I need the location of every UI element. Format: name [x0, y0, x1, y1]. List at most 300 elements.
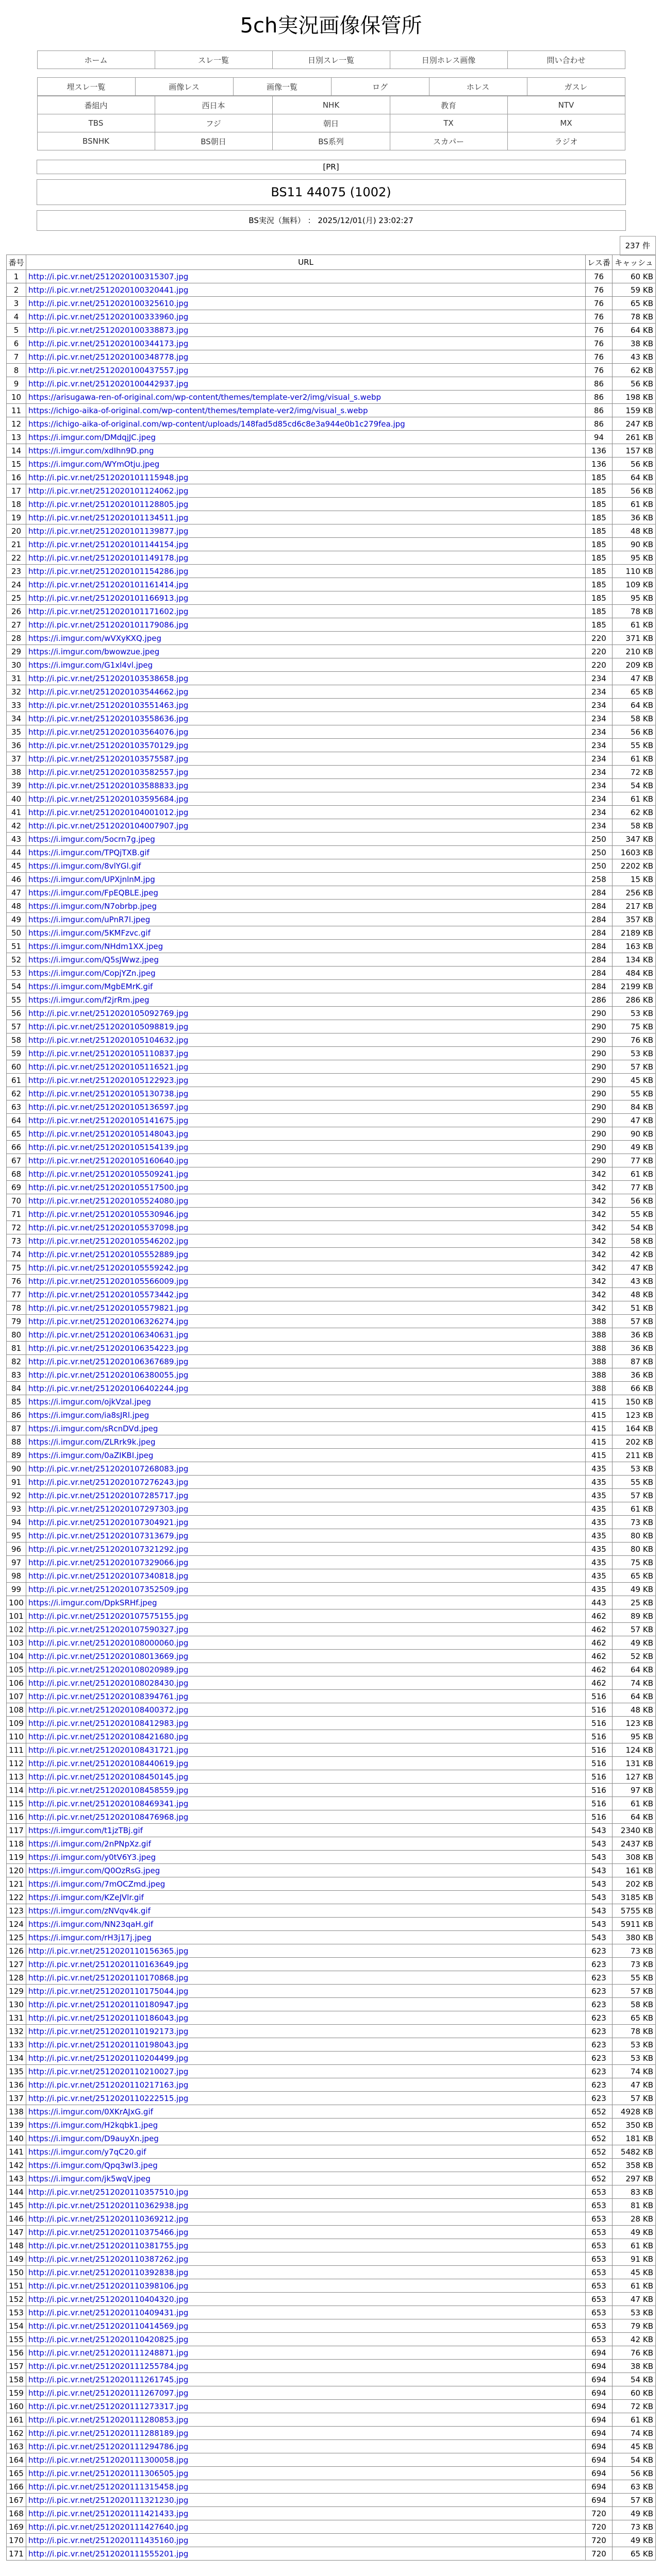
image-link[interactable]: http://i.pic.vr.net/2512020105141675.jpg	[28, 1115, 189, 1125]
row-cache-size[interactable]: 358 KB	[613, 2159, 656, 2172]
image-link[interactable]: http://i.pic.vr.net/2512020101161414.jpg	[28, 580, 189, 589]
row-res-number[interactable]: 234	[586, 699, 613, 712]
row-cache-size[interactable]: 61 KB	[613, 752, 656, 766]
row-url[interactable]	[26, 391, 586, 404]
row-res-number[interactable]: 94	[586, 431, 613, 444]
row-cache-size[interactable]: 110 KB	[613, 565, 656, 578]
image-link[interactable]: http://i.pic.vr.net/2512020111421433.jpg	[28, 2509, 189, 2518]
row-cache-size[interactable]: 45 KB	[613, 2266, 656, 2279]
image-link[interactable]: http://i.pic.vr.net/2512020105136597.jpg	[28, 1102, 189, 1112]
row-url[interactable]	[26, 900, 586, 913]
row-url[interactable]	[26, 2226, 586, 2239]
row-res-number[interactable]: 76	[586, 297, 613, 310]
image-link[interactable]: http://i.pic.vr.net/2512020108394761.jpg	[28, 1691, 189, 1701]
row-url[interactable]	[26, 1100, 586, 1114]
image-link[interactable]: https://i.imgur.com/wVXyKXQ.jpeg	[28, 633, 161, 643]
row-url[interactable]	[26, 632, 586, 645]
row-url[interactable]	[26, 1676, 586, 1690]
row-url[interactable]	[26, 1904, 586, 1918]
row-url[interactable]	[26, 2480, 586, 2494]
row-res-number[interactable]: 415	[586, 1449, 613, 1462]
row-url[interactable]	[26, 1167, 586, 1181]
image-link[interactable]: http://i.pic.vr.net/2512020100344173.jpg	[28, 338, 189, 348]
image-link[interactable]: http://i.pic.vr.net/2512020107340818.jpg	[28, 1571, 189, 1581]
row-url[interactable]	[26, 779, 586, 792]
image-link[interactable]: https://i.imgur.com/CopjYZn.jpeg	[28, 968, 156, 978]
row-res-number[interactable]: 290	[586, 1114, 613, 1127]
row-cache-size[interactable]: 2202 KB	[613, 859, 656, 873]
row-res-number[interactable]: 543	[586, 1837, 613, 1851]
row-cache-size[interactable]: 56 KB	[613, 725, 656, 739]
row-url[interactable]	[26, 498, 586, 511]
image-link[interactable]: http://i.pic.vr.net/2512020105110837.jpg	[28, 1048, 189, 1058]
row-url[interactable]	[26, 953, 586, 967]
row-url[interactable]	[26, 1717, 586, 1730]
channel-item[interactable]	[390, 132, 507, 150]
row-res-number[interactable]: 435	[586, 1462, 613, 1476]
row-res-number[interactable]: 284	[586, 900, 613, 913]
row-res-number[interactable]: 623	[586, 1958, 613, 1971]
row-url[interactable]	[26, 2427, 586, 2440]
row-url[interactable]	[26, 578, 586, 591]
row-res-number[interactable]: 185	[586, 565, 613, 578]
nav-thread-list-link[interactable]: スレ一覧	[197, 55, 229, 65]
row-cache-size[interactable]: 55 KB	[613, 1208, 656, 1221]
row-res-number[interactable]: 284	[586, 940, 613, 953]
channel-item[interactable]	[37, 96, 155, 114]
row-res-number[interactable]: 415	[586, 1395, 613, 1409]
row-url[interactable]	[26, 1476, 586, 1489]
row-url[interactable]	[26, 658, 586, 672]
nav-daily-threads[interactable]	[272, 51, 390, 69]
row-res-number[interactable]: 185	[586, 591, 613, 605]
row-res-number[interactable]: 388	[586, 1315, 613, 1328]
row-cache-size[interactable]: 61 KB	[613, 792, 656, 806]
image-link[interactable]: https://i.imgur.com/NN23qaH.gif	[28, 1919, 154, 1929]
image-link[interactable]: http://i.pic.vr.net/2512020110404320.jpg	[28, 2294, 189, 2304]
row-res-number[interactable]: 516	[586, 1810, 613, 1824]
row-cache-size[interactable]: 79 KB	[613, 2319, 656, 2333]
row-res-number[interactable]: 516	[586, 1730, 613, 1743]
image-link[interactable]: http://i.pic.vr.net/2512020111555201.jpg	[28, 2549, 189, 2558]
row-cache-size[interactable]: 84 KB	[613, 1100, 656, 1114]
row-cache-size[interactable]: 60 KB	[613, 270, 656, 283]
row-res-number[interactable]: 415	[586, 1409, 613, 1422]
row-cache-size[interactable]: 45 KB	[613, 1074, 656, 1087]
row-res-number[interactable]: 415	[586, 1435, 613, 1449]
row-url[interactable]	[26, 2038, 586, 2052]
row-cache-size[interactable]: 36 KB	[613, 1342, 656, 1355]
row-url[interactable]	[26, 1636, 586, 1650]
row-cache-size[interactable]: 350 KB	[613, 2119, 656, 2132]
row-res-number[interactable]: 284	[586, 953, 613, 967]
nav-thread-list[interactable]	[155, 51, 272, 69]
row-url[interactable]	[26, 484, 586, 498]
row-cache-size[interactable]: 261 KB	[613, 431, 656, 444]
row-res-number[interactable]: 652	[586, 2119, 613, 2132]
row-cache-size[interactable]: 55 KB	[613, 1971, 656, 1985]
channel-link[interactable]: BS朝日	[201, 137, 226, 146]
row-cache-size[interactable]: 53 KB	[613, 2038, 656, 2052]
row-cache-size[interactable]: 65 KB	[613, 685, 656, 699]
row-url[interactable]	[26, 1020, 586, 1033]
nav-image-res-link[interactable]: 画像レス	[169, 82, 200, 92]
image-link[interactable]: http://i.pic.vr.net/2512020107276243.jpg	[28, 1477, 189, 1487]
row-res-number[interactable]: 516	[586, 1770, 613, 1784]
row-url[interactable]	[26, 685, 586, 699]
row-res-number[interactable]: 543	[586, 1891, 613, 1904]
row-cache-size[interactable]: 65 KB	[613, 297, 656, 310]
row-cache-size[interactable]: 58 KB	[613, 712, 656, 725]
row-url[interactable]	[26, 833, 586, 846]
row-cache-size[interactable]: 61 KB	[613, 2239, 656, 2252]
row-cache-size[interactable]: 134 KB	[613, 953, 656, 967]
image-link[interactable]: http://i.pic.vr.net/2512020110381755.jpg	[28, 2241, 189, 2250]
row-res-number[interactable]: 435	[586, 1489, 613, 1502]
row-res-number[interactable]: 388	[586, 1382, 613, 1395]
row-url[interactable]	[26, 752, 586, 766]
row-cache-size[interactable]: 5755 KB	[613, 1904, 656, 1918]
row-cache-size[interactable]: 81 KB	[613, 2199, 656, 2212]
row-cache-size[interactable]: 72 KB	[613, 2400, 656, 2413]
row-url[interactable]	[26, 417, 586, 431]
row-res-number[interactable]: 653	[586, 2252, 613, 2266]
row-res-number[interactable]: 653	[586, 2212, 613, 2226]
image-link[interactable]: http://i.pic.vr.net/2512020100325610.jpg	[28, 298, 189, 308]
row-res-number[interactable]: 284	[586, 886, 613, 900]
row-url[interactable]	[26, 2199, 586, 2212]
row-cache-size[interactable]: 43 KB	[613, 350, 656, 364]
row-cache-size[interactable]: 51 KB	[613, 1301, 656, 1315]
image-link[interactable]: http://i.pic.vr.net/2512020105559242.jpg	[28, 1263, 189, 1273]
image-link[interactable]: http://i.pic.vr.net/2512020108400372.jpg	[28, 1705, 189, 1715]
row-res-number[interactable]: 543	[586, 1931, 613, 1944]
row-url[interactable]	[26, 1918, 586, 1931]
channel-item[interactable]	[507, 132, 625, 150]
image-link[interactable]: https://arisugawa-ren-of-original.com/wp-content/themes/template-ver2/img/visual_s.webp	[28, 392, 382, 402]
row-res-number[interactable]: 652	[586, 2105, 613, 2119]
row-url[interactable]	[26, 1998, 586, 2011]
row-url[interactable]	[26, 350, 586, 364]
row-url[interactable]	[26, 1422, 586, 1435]
row-url[interactable]	[26, 2520, 586, 2534]
row-res-number[interactable]: 290	[586, 1060, 613, 1074]
row-url[interactable]	[26, 1435, 586, 1449]
row-url[interactable]	[26, 1971, 586, 1985]
nav-buried-threads-link[interactable]: 埋スレ一覧	[67, 82, 106, 92]
channel-link[interactable]: スカパー	[433, 137, 464, 146]
row-url[interactable]	[26, 2547, 586, 2561]
row-cache-size[interactable]: 49 KB	[613, 1141, 656, 1154]
row-cache-size[interactable]: 150 KB	[613, 1395, 656, 1409]
image-link[interactable]: http://i.pic.vr.net/2512020108013669.jpg	[28, 1651, 189, 1661]
image-link[interactable]: http://i.pic.vr.net/2512020110210027.jpg	[28, 2066, 189, 2076]
row-cache-size[interactable]: 66 KB	[613, 1382, 656, 1395]
row-cache-size[interactable]: 217 KB	[613, 900, 656, 913]
channel-link[interactable]: フジ	[206, 118, 221, 128]
row-url[interactable]	[26, 1462, 586, 1476]
channel-link[interactable]: NTV	[558, 100, 574, 110]
row-url[interactable]	[26, 471, 586, 484]
image-link[interactable]: https://i.imgur.com/zNVqv4k.gif	[28, 1906, 151, 1916]
row-cache-size[interactable]: 64 KB	[613, 1663, 656, 1676]
image-link[interactable]: http://i.pic.vr.net/2512020111427640.jpg	[28, 2522, 189, 2532]
row-cache-size[interactable]: 54 KB	[613, 1221, 656, 1234]
row-res-number[interactable]: 653	[586, 2199, 613, 2212]
image-link[interactable]: http://i.pic.vr.net/2512020100338873.jpg	[28, 325, 189, 335]
row-cache-size[interactable]: 49 KB	[613, 2507, 656, 2520]
image-link[interactable]: http://i.pic.vr.net/2512020107268083.jpg	[28, 1464, 189, 1473]
row-cache-size[interactable]: 164 KB	[613, 1422, 656, 1435]
row-res-number[interactable]: 694	[586, 2400, 613, 2413]
image-link[interactable]: http://i.pic.vr.net/2512020105116521.jpg	[28, 1062, 189, 1072]
row-res-number[interactable]: 435	[586, 1502, 613, 1516]
row-res-number[interactable]: 516	[586, 1757, 613, 1770]
row-res-number[interactable]: 694	[586, 2467, 613, 2480]
row-res-number[interactable]: 220	[586, 658, 613, 672]
image-link[interactable]: http://i.pic.vr.net/2512020100333960.jpg	[28, 312, 189, 321]
channel-link[interactable]: TBS	[88, 118, 104, 128]
row-cache-size[interactable]: 47 KB	[613, 1114, 656, 1127]
image-link[interactable]: http://i.pic.vr.net/2512020110217163.jpg	[28, 2080, 189, 2090]
row-cache-size[interactable]: 53 KB	[613, 1007, 656, 1020]
row-cache-size[interactable]: 65 KB	[613, 2547, 656, 2561]
row-res-number[interactable]: 76	[586, 283, 613, 297]
image-link[interactable]: http://i.pic.vr.net/2512020110387262.jpg	[28, 2254, 189, 2264]
nav-home[interactable]	[37, 51, 155, 69]
row-cache-size[interactable]: 57 KB	[613, 1060, 656, 1074]
row-res-number[interactable]: 435	[586, 1583, 613, 1596]
row-url[interactable]	[26, 1690, 586, 1703]
image-link[interactable]: http://i.pic.vr.net/2512020110163649.jpg	[28, 1959, 189, 1969]
row-cache-size[interactable]: 73 KB	[613, 2520, 656, 2534]
row-cache-size[interactable]: 64 KB	[613, 699, 656, 712]
channel-item[interactable]	[390, 114, 507, 132]
row-res-number[interactable]: 462	[586, 1650, 613, 1663]
row-res-number[interactable]: 290	[586, 1033, 613, 1047]
image-link[interactable]: https://i.imgur.com/Q5sJWwz.jpeg	[28, 955, 159, 964]
row-res-number[interactable]: 76	[586, 350, 613, 364]
row-url[interactable]	[26, 457, 586, 471]
channel-link[interactable]: TX	[443, 118, 454, 128]
nav-image-res[interactable]	[135, 78, 233, 96]
row-url[interactable]	[26, 2252, 586, 2266]
row-url[interactable]	[26, 2105, 586, 2119]
row-cache-size[interactable]: 131 KB	[613, 1757, 656, 1770]
image-link[interactable]: http://i.pic.vr.net/2512020110204499.jpg	[28, 2053, 189, 2063]
row-cache-size[interactable]: 57 KB	[613, 1315, 656, 1328]
row-url[interactable]	[26, 1810, 586, 1824]
row-cache-size[interactable]: 54 KB	[613, 2453, 656, 2467]
image-link[interactable]: http://i.pic.vr.net/2512020110414569.jpg	[28, 2321, 189, 2331]
row-cache-size[interactable]: 47 KB	[613, 2078, 656, 2092]
row-cache-size[interactable]: 161 KB	[613, 1864, 656, 1877]
row-cache-size[interactable]: 157 KB	[613, 444, 656, 457]
row-cache-size[interactable]: 61 KB	[613, 618, 656, 632]
row-url[interactable]	[26, 283, 586, 297]
nav-daily-images-link[interactable]: 日別ホレス画像	[421, 55, 476, 65]
row-url[interactable]	[26, 2239, 586, 2252]
row-cache-size[interactable]: 76 KB	[613, 1033, 656, 1047]
row-url[interactable]	[26, 1556, 586, 1569]
row-cache-size[interactable]: 61 KB	[613, 498, 656, 511]
row-res-number[interactable]: 185	[586, 524, 613, 538]
row-cache-size[interactable]: 109 KB	[613, 578, 656, 591]
image-link[interactable]: http://i.pic.vr.net/2512020107321292.jpg	[28, 1544, 189, 1554]
image-link[interactable]: https://i.imgur.com/WYmOtju.jpeg	[28, 459, 160, 469]
row-url[interactable]	[26, 1489, 586, 1502]
row-url[interactable]	[26, 1395, 586, 1409]
image-link[interactable]: http://i.pic.vr.net/2512020105546202.jpg	[28, 1236, 189, 1246]
channel-item[interactable]	[272, 96, 390, 114]
row-url[interactable]	[26, 2453, 586, 2467]
channel-link[interactable]: BSNHK	[82, 137, 109, 146]
row-url[interactable]	[26, 1944, 586, 1958]
row-res-number[interactable]: 623	[586, 2011, 613, 2025]
row-cache-size[interactable]: 42 KB	[613, 2333, 656, 2346]
image-link[interactable]: https://i.imgur.com/Qpq3wl3.jpeg	[28, 2160, 158, 2170]
row-url[interactable]	[26, 739, 586, 752]
row-res-number[interactable]: 342	[586, 1234, 613, 1248]
row-url[interactable]	[26, 1087, 586, 1100]
row-url[interactable]	[26, 1864, 586, 1877]
image-link[interactable]: http://i.pic.vr.net/2512020111273317.jpg	[28, 2401, 189, 2411]
row-res-number[interactable]: 76	[586, 270, 613, 283]
image-link[interactable]: https://i.imgur.com/ia8sJRl.jpeg	[28, 1410, 150, 1420]
image-link[interactable]: http://i.pic.vr.net/2512020110375466.jpg	[28, 2227, 189, 2237]
row-res-number[interactable]: 76	[586, 310, 613, 324]
row-url[interactable]	[26, 1301, 586, 1315]
row-cache-size[interactable]: 77 KB	[613, 1181, 656, 1194]
row-res-number[interactable]: 234	[586, 685, 613, 699]
row-cache-size[interactable]: 48 KB	[613, 1288, 656, 1301]
row-res-number[interactable]: 342	[586, 1261, 613, 1275]
nav-daily-threads-link[interactable]: 日別スレ一覧	[307, 55, 354, 65]
row-res-number[interactable]: 342	[586, 1181, 613, 1194]
row-res-number[interactable]: 234	[586, 819, 613, 833]
row-url[interactable]	[26, 2025, 586, 2038]
row-cache-size[interactable]: 2199 KB	[613, 980, 656, 993]
image-link[interactable]: http://i.pic.vr.net/2512020110175044.jpg	[28, 1986, 189, 1996]
row-url[interactable]	[26, 1154, 586, 1167]
row-url[interactable]	[26, 1194, 586, 1208]
row-res-number[interactable]: 462	[586, 1623, 613, 1636]
row-cache-size[interactable]: 56 KB	[613, 377, 656, 391]
row-cache-size[interactable]: 25 KB	[613, 1596, 656, 1609]
row-res-number[interactable]: 290	[586, 1020, 613, 1033]
image-link[interactable]: http://i.pic.vr.net/2512020105148043.jpg	[28, 1129, 189, 1139]
row-cache-size[interactable]: 87 KB	[613, 1355, 656, 1368]
row-res-number[interactable]: 462	[586, 1663, 613, 1676]
row-url[interactable]	[26, 2159, 586, 2172]
row-cache-size[interactable]: 55 KB	[613, 1476, 656, 1489]
row-res-number[interactable]: 290	[586, 1047, 613, 1060]
row-res-number[interactable]: 136	[586, 444, 613, 457]
row-url[interactable]	[26, 2360, 586, 2373]
row-url[interactable]	[26, 2386, 586, 2400]
row-cache-size[interactable]: 49 KB	[613, 1636, 656, 1650]
image-link[interactable]: http://i.pic.vr.net/2512020105130738.jpg	[28, 1089, 189, 1098]
image-link[interactable]: https://i.imgur.com/uPnR7l.jpeg	[28, 914, 151, 924]
row-cache-size[interactable]: 60 KB	[613, 2386, 656, 2400]
row-cache-size[interactable]: 95 KB	[613, 591, 656, 605]
row-cache-size[interactable]: 74 KB	[613, 2065, 656, 2078]
row-res-number[interactable]: 462	[586, 1609, 613, 1623]
row-url[interactable]	[26, 591, 586, 605]
row-cache-size[interactable]: 198 KB	[613, 391, 656, 404]
image-link[interactable]: http://i.pic.vr.net/2512020107313679.jpg	[28, 1531, 189, 1540]
image-link[interactable]: http://i.pic.vr.net/2512020105517500.jpg	[28, 1182, 189, 1192]
row-res-number[interactable]: 653	[586, 2185, 613, 2199]
row-res-number[interactable]: 234	[586, 712, 613, 725]
row-res-number[interactable]: 220	[586, 645, 613, 658]
row-res-number[interactable]: 443	[586, 1596, 613, 1609]
row-res-number[interactable]: 623	[586, 1944, 613, 1958]
row-cache-size[interactable]: 61 KB	[613, 1167, 656, 1181]
image-link[interactable]: http://i.pic.vr.net/2512020103595684.jpg	[28, 794, 189, 804]
row-res-number[interactable]: 284	[586, 967, 613, 980]
nav-gasres-link[interactable]: ガスレ	[564, 82, 588, 92]
channel-item[interactable]	[272, 132, 390, 150]
row-url[interactable]	[26, 725, 586, 739]
image-link[interactable]: http://i.pic.vr.net/2512020108450145.jpg	[28, 1772, 189, 1782]
image-link[interactable]: https://i.imgur.com/TPQjTXB.gif	[28, 848, 150, 857]
row-url[interactable]	[26, 1409, 586, 1422]
row-res-number[interactable]: 652	[586, 2132, 613, 2145]
row-res-number[interactable]: 250	[586, 846, 613, 859]
row-url[interactable]	[26, 270, 586, 283]
image-link[interactable]: http://i.pic.vr.net/2512020106402244.jpg	[28, 1383, 189, 1393]
row-url[interactable]	[26, 2440, 586, 2453]
row-res-number[interactable]: 284	[586, 913, 613, 926]
row-cache-size[interactable]: 47 KB	[613, 1261, 656, 1275]
image-link[interactable]: http://i.pic.vr.net/2512020110186043.jpg	[28, 2013, 189, 2023]
row-cache-size[interactable]: 61 KB	[613, 1502, 656, 1516]
row-res-number[interactable]: 185	[586, 511, 613, 524]
image-link[interactable]: https://i.imgur.com/NHdm1XX.jpeg	[28, 941, 163, 951]
row-res-number[interactable]: 86	[586, 417, 613, 431]
row-url[interactable]	[26, 2306, 586, 2319]
channel-item[interactable]	[155, 132, 272, 150]
row-res-number[interactable]: 653	[586, 2226, 613, 2239]
row-url[interactable]	[26, 913, 586, 926]
image-link[interactable]: http://i.pic.vr.net/2512020111248871.jpg	[28, 2348, 189, 2358]
row-cache-size[interactable]: 2340 KB	[613, 1824, 656, 1837]
row-res-number[interactable]: 234	[586, 672, 613, 685]
image-link[interactable]: https://i.imgur.com/Q0OzRsG.jpeg	[28, 1866, 160, 1875]
image-link[interactable]: http://i.pic.vr.net/2512020105154139.jpg	[28, 1142, 189, 1152]
row-cache-size[interactable]: 28 KB	[613, 2212, 656, 2226]
image-link[interactable]: http://i.pic.vr.net/2512020103564076.jpg	[28, 727, 189, 737]
row-url[interactable]	[26, 2279, 586, 2293]
row-res-number[interactable]: 185	[586, 578, 613, 591]
row-url[interactable]	[26, 1315, 586, 1328]
row-url[interactable]	[26, 297, 586, 310]
thread-title[interactable]: BS11 44075 (1002)	[37, 179, 626, 205]
image-link[interactable]: http://i.pic.vr.net/2512020111280853.jpg	[28, 2415, 189, 2425]
row-cache-size[interactable]: 202 KB	[613, 1435, 656, 1449]
row-cache-size[interactable]: 80 KB	[613, 1543, 656, 1556]
image-link[interactable]: http://i.pic.vr.net/2512020106326274.jpg	[28, 1316, 189, 1326]
row-url[interactable]	[26, 766, 586, 779]
row-res-number[interactable]: 720	[586, 2547, 613, 2561]
nav-log-link[interactable]: ログ	[372, 82, 388, 92]
image-link[interactable]: https://i.imgur.com/FpEQBLE.jpeg	[28, 888, 158, 897]
row-cache-size[interactable]: 58 KB	[613, 1998, 656, 2011]
row-res-number[interactable]: 543	[586, 1904, 613, 1918]
image-link[interactable]: http://i.pic.vr.net/2512020100315307.jpg	[28, 272, 189, 281]
row-url[interactable]	[26, 2011, 586, 2025]
